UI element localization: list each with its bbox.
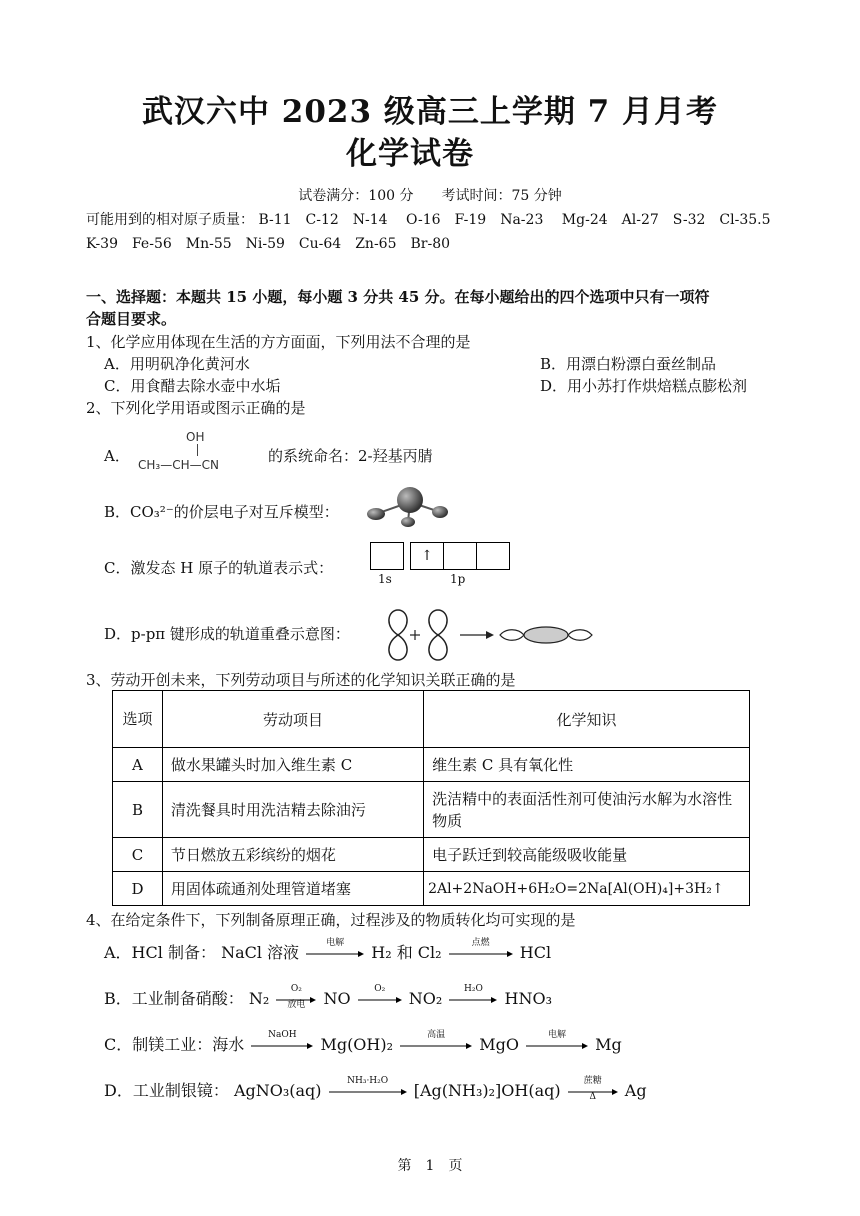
q1-option-c: C．用食醋去除水壶中水垢 [104,377,281,395]
arrow-condition: 电解 [548,1029,567,1040]
row-labor: 节日燃放五彩缤纷的烟花 [162,838,423,872]
q3-stem: 3、劳动开创未来，下列劳动项目与所述的化学知识关联正确的是 [86,671,516,689]
row-knowledge: 电子跃迁到较高能级吸收能量 [424,838,750,872]
arrow-condition: H₂O [463,983,483,994]
q4-c-s2: Mg(OH)₂ [320,1035,394,1054]
reaction-arrow-icon [400,1029,472,1050]
title-line2: 化学试卷 [346,136,474,172]
q2-option-b-text: B．CO₃²⁻的价层电子对互斥模型： [104,503,339,521]
section1-line2: 合题目要求。 [86,310,177,328]
arrow-condition: 放电 [287,999,306,1010]
table-header-row [113,691,750,748]
row-labor: 用固体疏通剂处理管道堵塞 [162,872,423,906]
vsepr-model-icon [364,486,454,530]
table-row [113,782,750,838]
atomic-masses-1: 可能用到的相对原子质量： B-11 C-12 N-14 O-16 F-19 Na-23 Mg-24 Al-27 S-32 Cl-35.5 [86,212,771,228]
table-row [113,748,750,782]
arrow-condition: NH₃·H₂O [347,1075,389,1086]
header-labor-item: 劳动项目 [162,691,423,748]
q4-option-d [104,1075,647,1102]
row-knowledge: 2Al+2NaOH+6H₂O=2Na[Al(OH)₄]+3H₂↑ [424,872,750,906]
q4-b-s4: HNO₃ [504,989,552,1008]
header-option: 选项 [113,691,163,748]
row-option: C [113,838,163,872]
reaction-arrow-icon [329,1075,407,1096]
q1-option-a: A．用明矾净化黄河水 [104,355,250,373]
q2-option-a-text: 的系统命名：2-羟基丙腈 [268,447,433,465]
table-row [113,838,750,872]
arrow-condition: O₂ [374,983,386,994]
reaction-arrow-icon [358,983,402,1004]
orbital-label-1p: 1p [450,572,466,586]
q4-d-label: D．工业制银镜： [104,1081,229,1100]
section1-line1: 一、选择题：本题共 15 小题，每小题 3 分共 45 分。在每小题给出的四个选项中只有一项符 [86,288,710,306]
reaction-arrow-icon [276,983,316,1010]
title-line1: 武汉六中 2023 级高三上学期 7 月月考 [141,94,719,130]
q1-stem: 1、化学应用体现在生活的方方面面，下列用法不合理的是 [86,333,471,351]
q4-c-label: C．制镁工业：海水 [104,1035,245,1054]
page-number: 第 1 页 [397,1158,463,1174]
reaction-arrow-icon [306,937,364,958]
row-knowledge: 洗洁精中的表面活性剂可使油污水解为水溶性物质 [424,782,750,838]
arrow-condition: 高温 [427,1029,446,1040]
arrow-condition: 蔗糖 [583,1075,602,1086]
p-orbital-overlap-icon [380,608,600,662]
q1-option-b: B．用漂白粉漂白蚕丝制品 [540,355,717,373]
q4-option-c [104,1029,622,1055]
atomic-masses-2: K-39 Fe-56 Mn-55 Ni-59 Cu-64 Zn-65 Br-80 [86,236,451,252]
q2-stem: 2、下列化学用语或图示正确的是 [86,399,306,417]
q4-d-s1: AgNO₃(aq) [233,1081,322,1100]
arrow-condition: 点燃 [471,937,490,948]
q2-a-bond [197,444,198,456]
orbital-box-1p-1: ↑ [410,542,444,570]
orbital-box-1p-3 [476,542,510,570]
q4-b-s2: NO [323,989,351,1008]
q1-option-d: D．用小苏打作烘焙糕点膨松剂 [540,377,748,395]
q4-stem: 4、在给定条件下，下列制备原理正确，过程涉及的物质转化均可实现的是 [86,911,576,929]
q2-a-struct-top: OH [186,430,205,444]
q4-option-b [104,983,552,1010]
q2-a-struct-main: CH₃—CH—CN [138,458,219,472]
q4-option-a [104,937,552,963]
q4-a-s3: HCl [519,943,552,962]
q4-a-s1: NaCl 溶液 [221,943,300,962]
arrow-condition: 电解 [326,937,345,948]
row-option: A [113,748,163,782]
q4-b-s3: NO₂ [408,989,443,1008]
reaction-arrow-icon [449,983,497,1004]
table-row [113,872,750,906]
reaction-arrow-icon [449,937,513,958]
q2-option-d-text: D．p-pπ 键形成的轨道重叠示意图： [104,625,350,643]
row-labor: 清洗餐具时用洗洁精去除油污 [162,782,423,838]
q4-c-s3: MgO [479,1035,519,1054]
arrow-condition: Δ [589,1091,596,1102]
orbital-box-1p-2 [443,542,477,570]
row-labor: 做水果罐头时加入维生素 C [162,748,423,782]
arrow-condition: NaOH [268,1029,297,1040]
row-knowledge: 维生素 C 具有氧化性 [424,748,750,782]
q2-option-a-label: A． [104,447,130,465]
q2-option-c-text: C．激发态 H 原子的轨道表示式： [104,559,334,577]
q4-a-label: A．HCl 制备： [104,943,216,962]
reaction-arrow-icon [568,1075,618,1102]
q4-b-s1: N₂ [248,989,270,1008]
reaction-arrow-icon [251,1029,313,1050]
q4-c-s4: Mg [595,1035,622,1054]
q3-table [112,690,750,906]
orbital-box-1s [370,542,404,570]
arrow-condition: O₂ [290,983,302,994]
row-option: D [113,872,163,906]
orbital-label-1s: 1s [378,572,392,586]
row-option: B [113,782,163,838]
exam-info: 试卷满分：100 分 考试时间：75 分钟 [298,188,562,204]
q4-a-s2: H₂ 和 Cl₂ [371,943,442,962]
q4-b-label: B．工业制备硝酸： [104,989,244,1008]
reaction-arrow-icon [526,1029,588,1050]
header-chem-knowledge: 化学知识 [424,691,750,748]
q4-d-s2: [Ag(NH₃)₂]OH(aq) [413,1081,561,1100]
q4-d-s3: Ag [624,1081,647,1100]
